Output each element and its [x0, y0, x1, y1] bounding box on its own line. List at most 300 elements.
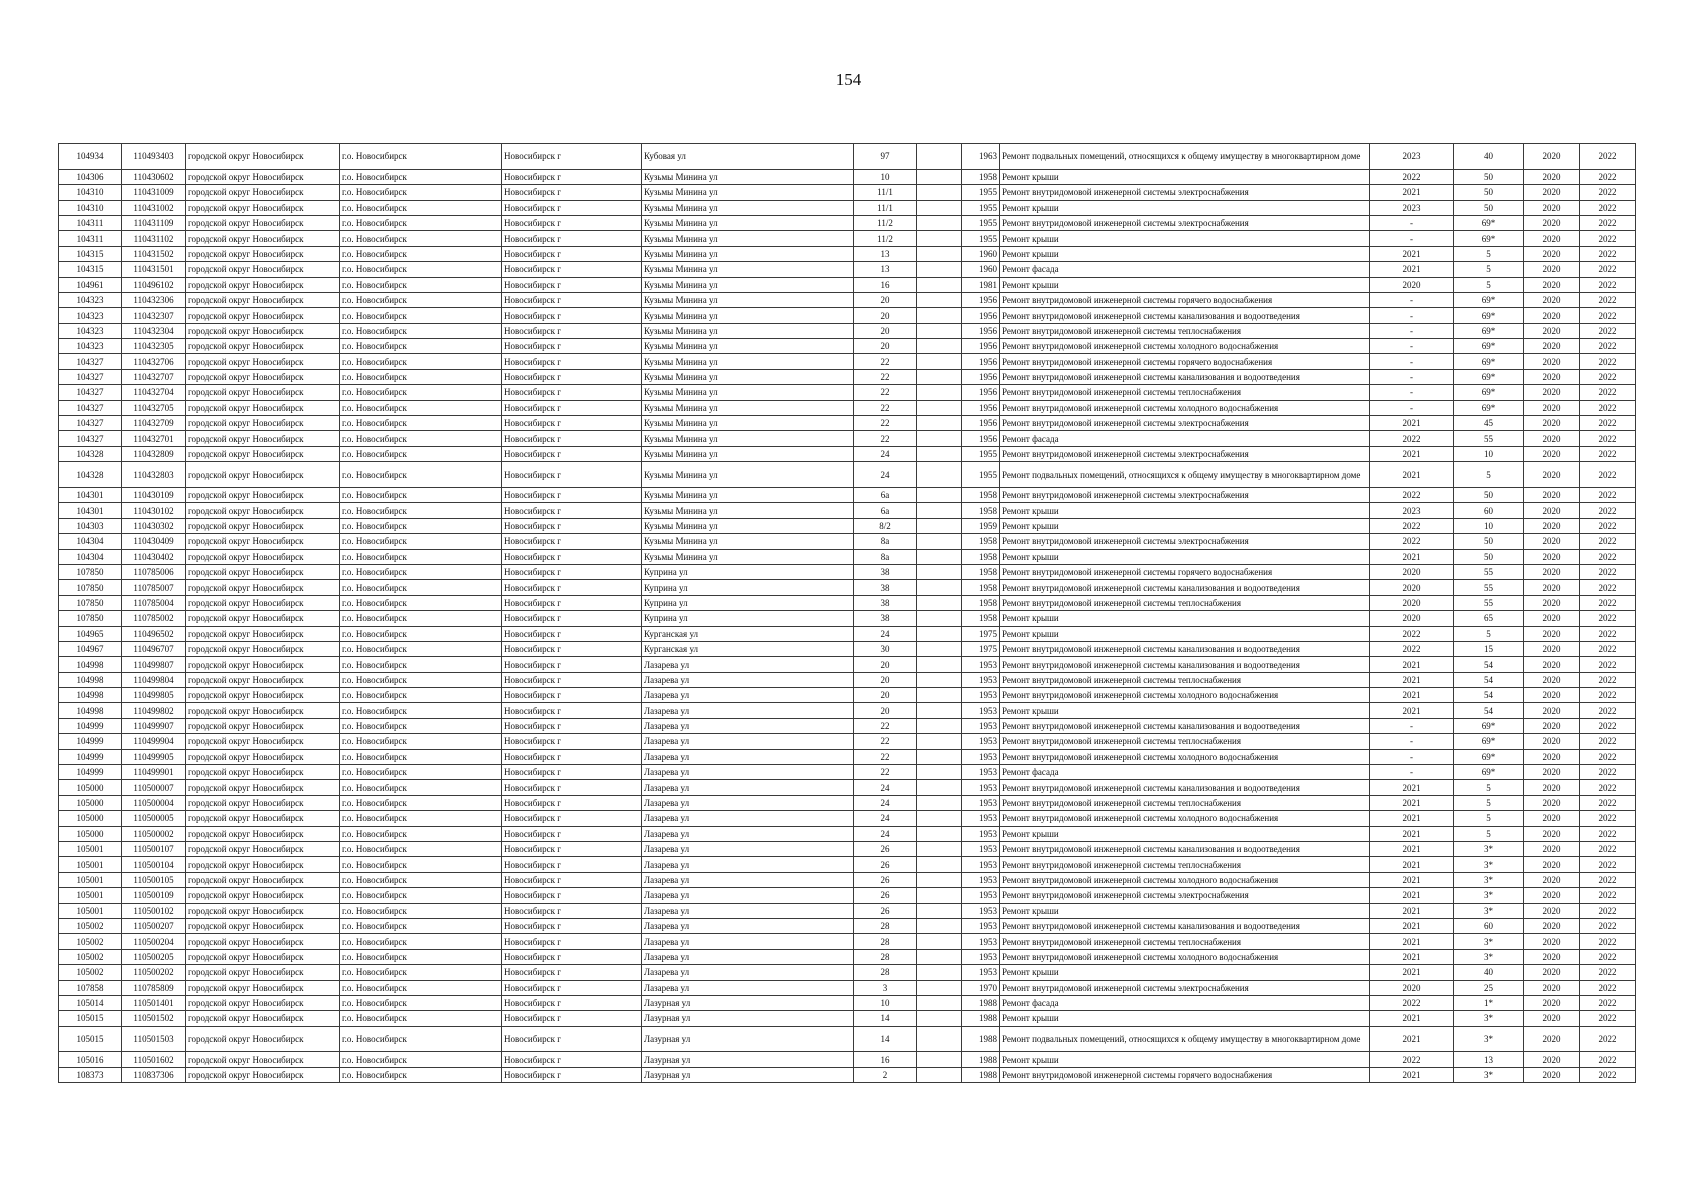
- cell-house-number: 24: [854, 780, 917, 795]
- cell-municipal-settlement: г.о. Новосибирск: [340, 888, 502, 903]
- cell-municipal-district: городской округ Новосибирск: [186, 400, 340, 415]
- cell-house-id: 105000: [59, 780, 122, 795]
- cell-work-id: 110432306: [122, 292, 186, 307]
- table-row: [59, 246, 1636, 261]
- cell-street: Лазарева ул: [642, 780, 854, 795]
- cell-street: Лазарева ул: [642, 826, 854, 841]
- cell-period-end: 2022: [1580, 965, 1636, 980]
- cell-locality: Новосибирск г: [502, 718, 642, 733]
- cell-locality: Новосибирск г: [502, 672, 642, 687]
- cell-work-type: Ремонт крыши: [1000, 1011, 1370, 1026]
- cell-municipal-settlement: г.о. Новосибирск: [340, 780, 502, 795]
- cell-building: [917, 934, 962, 949]
- cell-period-start: 2020: [1524, 949, 1580, 964]
- cell-planned-year: -: [1370, 718, 1454, 733]
- cell-municipal-district: городской округ Новосибирск: [186, 857, 340, 872]
- table-row: [59, 749, 1636, 764]
- cell-build-year: 1960: [962, 246, 1000, 261]
- cell-house-id: 104323: [59, 292, 122, 307]
- cell-building: [917, 580, 962, 595]
- cell-house-number: 14: [854, 1011, 917, 1026]
- table-row: [59, 446, 1636, 461]
- cell-build-year: 1953: [962, 780, 1000, 795]
- cell-locality: Новосибирск г: [502, 503, 642, 518]
- cell-work-id: 110432707: [122, 369, 186, 384]
- table-row: [59, 826, 1636, 841]
- cell-work-type: Ремонт внутридомовой инженерной системы горячего водоснабжения: [1000, 354, 1370, 369]
- cell-house-number: 8а: [854, 534, 917, 549]
- cell-planned-year: 2020: [1370, 595, 1454, 610]
- cell-street: Кузьмы Минина ул: [642, 416, 854, 431]
- cell-locality: Новосибирск г: [502, 842, 642, 857]
- cell-street: Кузьмы Минина ул: [642, 549, 854, 564]
- cell-cost-share: 3*: [1454, 1026, 1524, 1052]
- cell-work-type: Ремонт фасада: [1000, 765, 1370, 780]
- cell-work-type: Ремонт крыши: [1000, 503, 1370, 518]
- cell-build-year: 1953: [962, 934, 1000, 949]
- cell-period-start: 2020: [1524, 641, 1580, 656]
- cell-house-id: 105001: [59, 888, 122, 903]
- cell-build-year: 1958: [962, 564, 1000, 579]
- cell-building: [917, 446, 962, 461]
- cell-municipal-settlement: г.о. Новосибирск: [340, 688, 502, 703]
- cell-planned-year: -: [1370, 400, 1454, 415]
- cell-period-start: 2020: [1524, 308, 1580, 323]
- cell-street: Кузьмы Минина ул: [642, 323, 854, 338]
- cell-work-type: Ремонт подвальных помещений, относящихся к общему имуществу в многоквартирном доме: [1000, 1026, 1370, 1052]
- cell-cost-share: 69*: [1454, 323, 1524, 338]
- cell-work-type: Ремонт крыши: [1000, 626, 1370, 641]
- cell-street: Лазарева ул: [642, 872, 854, 887]
- cell-street: Куприна ул: [642, 580, 854, 595]
- cell-work-type: Ремонт крыши: [1000, 169, 1370, 184]
- cell-period-end: 2022: [1580, 641, 1636, 656]
- cell-municipal-settlement: г.о. Новосибирск: [340, 749, 502, 764]
- cell-house-number: 20: [854, 308, 917, 323]
- cell-period-start: 2020: [1524, 626, 1580, 641]
- cell-locality: Новосибирск г: [502, 564, 642, 579]
- cell-building: [917, 385, 962, 400]
- cell-work-id: 110500105: [122, 872, 186, 887]
- cell-period-start: 2020: [1524, 144, 1580, 170]
- cell-build-year: 1981: [962, 277, 1000, 292]
- cell-municipal-district: городской округ Новосибирск: [186, 795, 340, 810]
- cell-planned-year: 2020: [1370, 564, 1454, 579]
- page-number: 154: [835, 70, 862, 89]
- cell-period-start: 2020: [1524, 995, 1580, 1010]
- cell-locality: Новосибирск г: [502, 488, 642, 503]
- cell-house-id: 105002: [59, 918, 122, 933]
- cell-municipal-settlement: г.о. Новосибирск: [340, 431, 502, 446]
- cell-build-year: 1953: [962, 734, 1000, 749]
- cell-period-end: 2022: [1580, 811, 1636, 826]
- cell-locality: Новосибирск г: [502, 518, 642, 533]
- cell-municipal-district: городской округ Новосибирск: [186, 611, 340, 626]
- cell-work-type: Ремонт крыши: [1000, 826, 1370, 841]
- cell-period-start: 2020: [1524, 564, 1580, 579]
- cell-work-id: 110500205: [122, 949, 186, 964]
- cell-period-end: 2022: [1580, 842, 1636, 857]
- cell-work-id: 110432307: [122, 308, 186, 323]
- cell-house-id: 105000: [59, 811, 122, 826]
- cell-work-id: 110432709: [122, 416, 186, 431]
- cell-municipal-district: городской округ Новосибирск: [186, 431, 340, 446]
- cell-house-id: 104310: [59, 200, 122, 215]
- cell-house-number: 24: [854, 795, 917, 810]
- cell-period-end: 2022: [1580, 718, 1636, 733]
- cell-building: [917, 749, 962, 764]
- cell-work-type: Ремонт внутридомовой инженерной системы холодного водоснабжения: [1000, 872, 1370, 887]
- cell-locality: Новосибирск г: [502, 231, 642, 246]
- cell-build-year: 1953: [962, 765, 1000, 780]
- cell-period-start: 2020: [1524, 795, 1580, 810]
- cell-period-end: 2022: [1580, 518, 1636, 533]
- cell-cost-share: 50: [1454, 534, 1524, 549]
- cell-municipal-settlement: г.о. Новосибирск: [340, 965, 502, 980]
- cell-build-year: 1988: [962, 1026, 1000, 1052]
- cell-house-number: 6а: [854, 503, 917, 518]
- cell-house-id: 104934: [59, 144, 122, 170]
- cell-work-type: Ремонт внутридомовой инженерной системы электроснабжения: [1000, 215, 1370, 230]
- cell-municipal-settlement: г.о. Новосибирск: [340, 200, 502, 215]
- cell-municipal-settlement: г.о. Новосибирск: [340, 595, 502, 610]
- cell-street: Кузьмы Минина ул: [642, 292, 854, 307]
- cell-period-start: 2020: [1524, 518, 1580, 533]
- cell-period-start: 2020: [1524, 1052, 1580, 1067]
- cell-cost-share: 55: [1454, 580, 1524, 595]
- cell-work-id: 110500007: [122, 780, 186, 795]
- table-row: [59, 1067, 1636, 1082]
- cell-street: Кузьмы Минина ул: [642, 231, 854, 246]
- cell-locality: Новосибирск г: [502, 144, 642, 170]
- cell-period-end: 2022: [1580, 369, 1636, 384]
- cell-building: [917, 400, 962, 415]
- cell-municipal-settlement: г.о. Новосибирск: [340, 564, 502, 579]
- cell-house-id: 104998: [59, 688, 122, 703]
- cell-house-id: 104327: [59, 369, 122, 384]
- table-row: [59, 431, 1636, 446]
- cell-build-year: 1956: [962, 416, 1000, 431]
- cell-period-start: 2020: [1524, 431, 1580, 446]
- cell-building: [917, 308, 962, 323]
- cell-municipal-district: городской округ Новосибирск: [186, 549, 340, 564]
- cell-planned-year: 2021: [1370, 965, 1454, 980]
- cell-period-end: 2022: [1580, 703, 1636, 718]
- cell-period-end: 2022: [1580, 688, 1636, 703]
- cell-municipal-settlement: г.о. Новосибирск: [340, 503, 502, 518]
- cell-locality: Новосибирск г: [502, 462, 642, 488]
- cell-house-number: 11/1: [854, 185, 917, 200]
- table-row: [59, 416, 1636, 431]
- cell-house-id: 104327: [59, 400, 122, 415]
- cell-work-id: 110496502: [122, 626, 186, 641]
- cell-planned-year: -: [1370, 734, 1454, 749]
- cell-building: [917, 1052, 962, 1067]
- table-row: [59, 385, 1636, 400]
- table-row: [59, 292, 1636, 307]
- cell-locality: Новосибирск г: [502, 749, 642, 764]
- cell-locality: Новосибирск г: [502, 872, 642, 887]
- cell-street: Лазурная ул: [642, 995, 854, 1010]
- cell-build-year: 1975: [962, 641, 1000, 656]
- cell-house-id: 105015: [59, 1011, 122, 1026]
- cell-build-year: 1955: [962, 215, 1000, 230]
- table-row: [59, 1026, 1636, 1052]
- cell-street: Кузьмы Минина ул: [642, 215, 854, 230]
- cell-cost-share: 55: [1454, 564, 1524, 579]
- cell-planned-year: 2022: [1370, 1052, 1454, 1067]
- cell-building: [917, 323, 962, 338]
- cell-period-start: 2020: [1524, 1067, 1580, 1082]
- table-row: [59, 1052, 1636, 1067]
- cell-work-id: 110499807: [122, 657, 186, 672]
- cell-municipal-settlement: г.о. Новосибирск: [340, 534, 502, 549]
- cell-planned-year: 2023: [1370, 200, 1454, 215]
- cell-house-id: 105001: [59, 842, 122, 857]
- cell-municipal-settlement: г.о. Новосибирск: [340, 842, 502, 857]
- cell-street: Лазарева ул: [642, 934, 854, 949]
- cell-planned-year: 2021: [1370, 549, 1454, 564]
- cell-municipal-settlement: г.о. Новосибирск: [340, 292, 502, 307]
- cell-cost-share: 54: [1454, 672, 1524, 687]
- cell-cost-share: 50: [1454, 185, 1524, 200]
- cell-period-end: 2022: [1580, 308, 1636, 323]
- cell-period-end: 2022: [1580, 657, 1636, 672]
- cell-municipal-district: городской округ Новосибирск: [186, 934, 340, 949]
- cell-cost-share: 69*: [1454, 765, 1524, 780]
- cell-work-type: Ремонт крыши: [1000, 703, 1370, 718]
- cell-build-year: 1956: [962, 323, 1000, 338]
- cell-period-end: 2022: [1580, 262, 1636, 277]
- cell-period-start: 2020: [1524, 200, 1580, 215]
- cell-municipal-district: городской округ Новосибирск: [186, 1026, 340, 1052]
- cell-period-start: 2020: [1524, 1011, 1580, 1026]
- cell-locality: Новосибирск г: [502, 385, 642, 400]
- cell-municipal-district: городской округ Новосибирск: [186, 215, 340, 230]
- cell-work-type: Ремонт подвальных помещений, относящихся к общему имуществу в многоквартирном доме: [1000, 144, 1370, 170]
- cell-cost-share: 5: [1454, 277, 1524, 292]
- cell-work-type: Ремонт крыши: [1000, 965, 1370, 980]
- cell-street: Лазурная ул: [642, 1011, 854, 1026]
- cell-work-id: 110432706: [122, 354, 186, 369]
- cell-period-end: 2022: [1580, 749, 1636, 764]
- table-row: [59, 549, 1636, 564]
- cell-municipal-district: городской округ Новосибирск: [186, 462, 340, 488]
- cell-period-start: 2020: [1524, 400, 1580, 415]
- cell-period-end: 2022: [1580, 1026, 1636, 1052]
- cell-house-number: 22: [854, 369, 917, 384]
- cell-cost-share: 15: [1454, 641, 1524, 656]
- cell-planned-year: 2021: [1370, 185, 1454, 200]
- cell-cost-share: 1*: [1454, 995, 1524, 1010]
- cell-municipal-settlement: г.о. Новосибирск: [340, 231, 502, 246]
- cell-work-id: 110785002: [122, 611, 186, 626]
- cell-period-end: 2022: [1580, 416, 1636, 431]
- cell-house-id: 104999: [59, 734, 122, 749]
- cell-cost-share: 54: [1454, 688, 1524, 703]
- cell-period-end: 2022: [1580, 534, 1636, 549]
- cell-cost-share: 50: [1454, 549, 1524, 564]
- cell-house-id: 104304: [59, 549, 122, 564]
- cell-building: [917, 185, 962, 200]
- cell-municipal-district: городской округ Новосибирск: [186, 1052, 340, 1067]
- cell-municipal-district: городской округ Новосибирск: [186, 657, 340, 672]
- cell-cost-share: 45: [1454, 416, 1524, 431]
- cell-cost-share: 50: [1454, 169, 1524, 184]
- cell-period-end: 2022: [1580, 488, 1636, 503]
- table-row: [59, 369, 1636, 384]
- cell-municipal-settlement: г.о. Новосибирск: [340, 626, 502, 641]
- cell-municipal-settlement: г.о. Новосибирск: [340, 400, 502, 415]
- cell-work-type: Ремонт внутридомовой инженерной системы электроснабжения: [1000, 888, 1370, 903]
- cell-cost-share: 69*: [1454, 354, 1524, 369]
- cell-house-number: 38: [854, 595, 917, 610]
- table-row: [59, 888, 1636, 903]
- cell-locality: Новосибирск г: [502, 888, 642, 903]
- cell-planned-year: 2022: [1370, 534, 1454, 549]
- table-row: [59, 703, 1636, 718]
- cell-work-id: 110500102: [122, 903, 186, 918]
- cell-municipal-district: городской округ Новосибирск: [186, 292, 340, 307]
- cell-house-id: 107850: [59, 595, 122, 610]
- cell-house-id: 105014: [59, 995, 122, 1010]
- cell-locality: Новосибирск г: [502, 811, 642, 826]
- cell-period-start: 2020: [1524, 595, 1580, 610]
- cell-municipal-district: городской округ Новосибирск: [186, 842, 340, 857]
- cell-street: Лазарева ул: [642, 672, 854, 687]
- cell-work-id: 110431102: [122, 231, 186, 246]
- cell-house-number: 24: [854, 826, 917, 841]
- cell-build-year: 1953: [962, 842, 1000, 857]
- cell-municipal-district: городской округ Новосибирск: [186, 144, 340, 170]
- cell-build-year: 1988: [962, 1052, 1000, 1067]
- cell-work-id: 110432704: [122, 385, 186, 400]
- cell-house-id: 105002: [59, 934, 122, 949]
- cell-municipal-district: городской округ Новосибирск: [186, 385, 340, 400]
- cell-municipal-district: городской округ Новосибирск: [186, 980, 340, 995]
- cell-build-year: 1955: [962, 462, 1000, 488]
- cell-municipal-district: городской округ Новосибирск: [186, 231, 340, 246]
- cell-period-start: 2020: [1524, 888, 1580, 903]
- table-row: [59, 503, 1636, 518]
- cell-house-id: 108373: [59, 1067, 122, 1082]
- cell-municipal-district: городской округ Новосибирск: [186, 169, 340, 184]
- cell-work-type: Ремонт внутридомовой инженерной системы горячего водоснабжения: [1000, 292, 1370, 307]
- cell-building: [917, 431, 962, 446]
- cell-locality: Новосибирск г: [502, 277, 642, 292]
- cell-build-year: 1953: [962, 872, 1000, 887]
- cell-municipal-district: городской округ Новосибирск: [186, 488, 340, 503]
- cell-municipal-settlement: г.о. Новосибирск: [340, 308, 502, 323]
- cell-period-end: 2022: [1580, 1067, 1636, 1082]
- cell-building: [917, 611, 962, 626]
- cell-work-id: 110499904: [122, 734, 186, 749]
- cell-planned-year: 2021: [1370, 795, 1454, 810]
- cell-municipal-settlement: г.о. Новосибирск: [340, 518, 502, 533]
- cell-street: Куприна ул: [642, 564, 854, 579]
- cell-period-end: 2022: [1580, 980, 1636, 995]
- cell-locality: Новосибирск г: [502, 246, 642, 261]
- cell-work-id: 110496707: [122, 641, 186, 656]
- cell-street: Кузьмы Минина ул: [642, 462, 854, 488]
- cell-work-id: 110500107: [122, 842, 186, 857]
- cell-street: Лазарева ул: [642, 734, 854, 749]
- cell-build-year: 1959: [962, 518, 1000, 533]
- cell-municipal-settlement: г.о. Новосибирск: [340, 734, 502, 749]
- repair-program-table: [58, 143, 1636, 1083]
- cell-house-id: 105000: [59, 826, 122, 841]
- cell-locality: Новосибирск г: [502, 400, 642, 415]
- cell-period-start: 2020: [1524, 980, 1580, 995]
- cell-cost-share: 69*: [1454, 749, 1524, 764]
- cell-period-start: 2020: [1524, 934, 1580, 949]
- cell-cost-share: 3*: [1454, 842, 1524, 857]
- cell-work-type: Ремонт крыши: [1000, 231, 1370, 246]
- table-row: [59, 980, 1636, 995]
- cell-municipal-district: городской округ Новосибирск: [186, 446, 340, 461]
- cell-period-end: 2022: [1580, 580, 1636, 595]
- cell-build-year: 1953: [962, 903, 1000, 918]
- cell-building: [917, 277, 962, 292]
- table-row: [59, 169, 1636, 184]
- cell-period-end: 2022: [1580, 903, 1636, 918]
- table-row: [59, 262, 1636, 277]
- cell-period-end: 2022: [1580, 200, 1636, 215]
- cell-house-id: 105001: [59, 872, 122, 887]
- cell-street: Лазарева ул: [642, 842, 854, 857]
- cell-planned-year: 2022: [1370, 626, 1454, 641]
- cell-work-type: Ремонт внутридомовой инженерной системы теплоснабжения: [1000, 672, 1370, 687]
- cell-period-start: 2020: [1524, 169, 1580, 184]
- cell-municipal-settlement: г.о. Новосибирск: [340, 795, 502, 810]
- table-row: [59, 688, 1636, 703]
- cell-municipal-settlement: г.о. Новосибирск: [340, 246, 502, 261]
- cell-municipal-settlement: г.о. Новосибирск: [340, 416, 502, 431]
- cell-house-number: 26: [854, 903, 917, 918]
- cell-house-id: 105015: [59, 1026, 122, 1052]
- cell-build-year: 1958: [962, 488, 1000, 503]
- cell-period-start: 2020: [1524, 503, 1580, 518]
- table-row: [59, 339, 1636, 354]
- cell-municipal-district: городской округ Новосибирск: [186, 703, 340, 718]
- cell-house-id: 104327: [59, 385, 122, 400]
- cell-house-id: 104306: [59, 169, 122, 184]
- cell-street: Кузьмы Минина ул: [642, 262, 854, 277]
- cell-build-year: 1953: [962, 811, 1000, 826]
- cell-street: Кузьмы Минина ул: [642, 339, 854, 354]
- cell-period-start: 2020: [1524, 903, 1580, 918]
- cell-work-id: 110432809: [122, 446, 186, 461]
- cell-work-type: Ремонт подвальных помещений, относящихся к общему имуществу в многоквартирном доме: [1000, 462, 1370, 488]
- cell-build-year: 1958: [962, 611, 1000, 626]
- cell-work-type: Ремонт внутридомовой инженерной системы канализования и водоотведения: [1000, 369, 1370, 384]
- cell-build-year: 1953: [962, 657, 1000, 672]
- cell-work-type: Ремонт внутридомовой инженерной системы холодного водоснабжения: [1000, 949, 1370, 964]
- cell-municipal-settlement: г.о. Новосибирск: [340, 703, 502, 718]
- cell-municipal-district: городской округ Новосибирск: [186, 749, 340, 764]
- cell-municipal-district: городской округ Новосибирск: [186, 888, 340, 903]
- cell-municipal-district: городской округ Новосибирск: [186, 1011, 340, 1026]
- cell-municipal-settlement: г.о. Новосибирск: [340, 385, 502, 400]
- cell-cost-share: 5: [1454, 811, 1524, 826]
- cell-house-id: 104311: [59, 231, 122, 246]
- cell-building: [917, 888, 962, 903]
- cell-street: Лазарева ул: [642, 965, 854, 980]
- table-row: [59, 144, 1636, 170]
- cell-locality: Новосибирск г: [502, 262, 642, 277]
- cell-municipal-district: городской округ Новосибирск: [186, 734, 340, 749]
- cell-municipal-settlement: г.о. Новосибирск: [340, 980, 502, 995]
